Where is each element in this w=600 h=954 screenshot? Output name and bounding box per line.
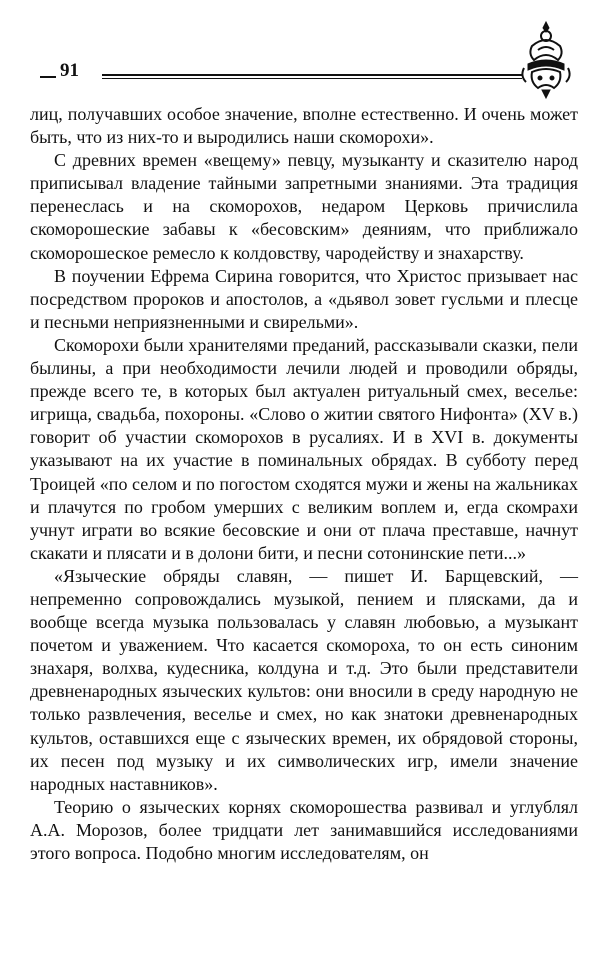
header-rule (102, 74, 522, 76)
paragraph-2: С древних времен «вещему» певцу, музыканту и сказителю народ приписывал владение тайными запретными знаниями. Эта традиция перенеслась и на скоморохов, недаром Церковь причислила скоморошеские забавы к «бесовским» деяниям, что приближало скоморошеское ремесло к колдовству, чародейству и знахарству. (30, 150, 578, 263)
body-text (30, 103, 578, 865)
ornament-icon (518, 20, 574, 100)
header-rule-left (40, 76, 56, 78)
page-number: 91 (60, 60, 79, 81)
paragraph-5: «Языческие обряды славян, — пишет И. Барщевский, — непременно сопровождались музыкой, пением и плясками, да и вообще всегда музыка пользовалась у славян любовью, а музыкант почетом и уважением. Что касается скомороха, то он есть синоним знахаря, волхва, кудесника, колдуна и т.д. Это были представители древненародных языческих культов: они вносили в среду народную не только развлечения, веселье и смех, но как знатоки древненародных культов, оставшихся еще с языческих времен, их обрядовой стороны, их песен под музыку и их символических игр, имели значение народных наставников». (30, 565, 578, 794)
page-header (40, 50, 565, 100)
paragraph-3: В поучении Ефрема Сирина говорится, что Христос призывает нас посредством пророков и апостолов, а «дьявол зовет гусльми и плесце и песньми неприязненными и свирельми». (30, 265, 578, 332)
paragraph-1: лиц, получавших особое значение, вполне естественно. И очень может быть, что из них-то и выродились наши скоморохи». (30, 104, 578, 148)
paragraph-6: Теорию о языческих корнях скоморошества развивал и углублял А.А. Морозов, более тридцати лет занимавшийся исследованиями этого вопроса. Подобно многим исследователям, он (30, 796, 578, 863)
header-rule-thin (102, 78, 522, 79)
paragraph-4: Скоморохи были хранителями преданий, рассказывали сказки, пели былины, а при необходимости лечили людей и проводили обряды, прежде всего те, в которых был актуален ритуальный смех, веселье: игрища, свадьба, похороны. «Слово о житии святого Нифонта» (XV в.) говорит об участии скоморохов в русалиях. И в XVI в. документы указывают на их участие в поминальных обрядах. В субботу перед Троицей «по селом и по погостом сходятся мужи и жены на жальниках и плачутся по гробом умерших с великим воплем и, егда скомрахи учнут играти во всякие бесовские и они от плача преставше, начнут скакати и плясати и в долони бити, и песни сотонинские пети...» (30, 334, 578, 563)
